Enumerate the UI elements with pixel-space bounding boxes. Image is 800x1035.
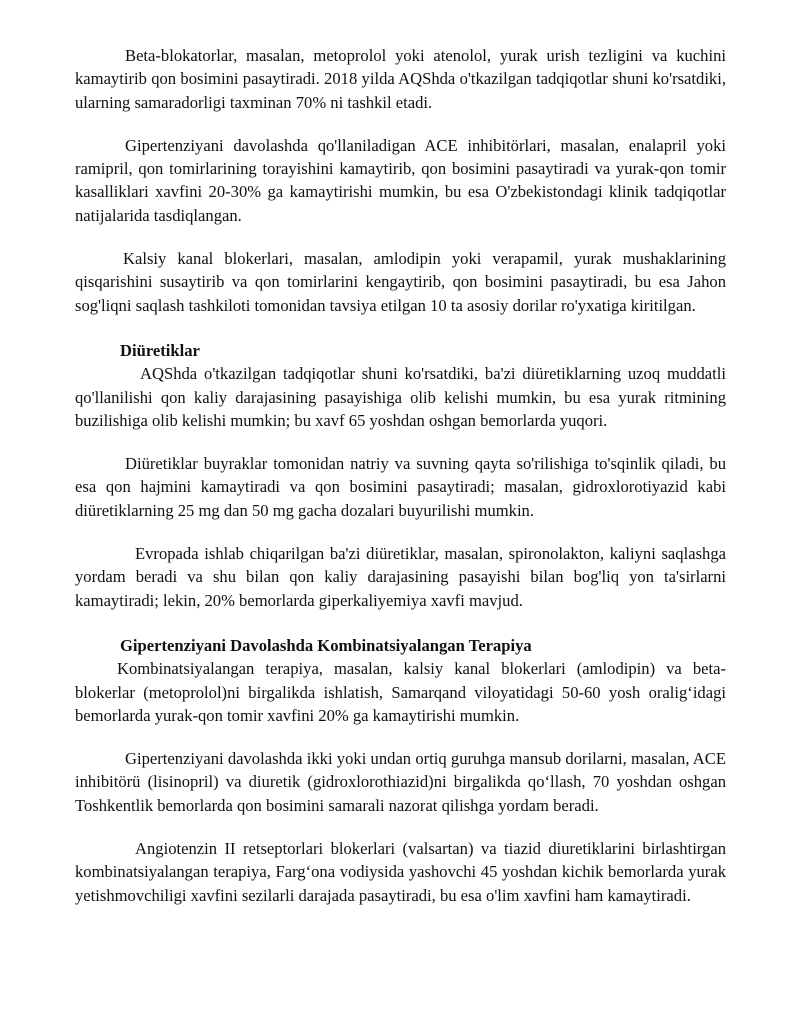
paragraph-combination-fergana: Angiotenzin II retseptorlari blokerlari (valsartan) va tiazid diuretiklarini birlashtirgan kombinatsiyalangan terapiya, Farg‘ona vodiysida yashovchi 45 yoshdan kichik bemorlarda yurak yetishmovchiligi xavfini sezilarli darajada pasaytiradi, bu esa o'lim xavfini ham kamaytiradi. [75, 839, 726, 905]
heading-diuretics: Diüretiklar [120, 340, 200, 360]
paragraph-diuretics-europe: Evropada ishlab chiqarilgan ba'zi diüretiklar, masalan, spironolakton, kaliyni saqlashga yordam beradi va shu bilan qon kaliy darajasining pasayishi bilan bog'liq yon ta'sirlarni kamaytiradi; lekin, 20% bemorlarda giperkaliyemiya xavfi mavjud. [75, 544, 726, 610]
paragraph-combination-tashkent: Gipertenziyani davolashda ikki yoki undan ortiq guruhga mansub dorilarni, masalan, ACE inhibitörü (lisinopril) va diuretik (gidroxlorothiazid)ni birgalikda qo‘llash, 70 yoshdan oshgan Toshkentlik bemorlarda qon bosimini samarali nazorat qilishga yordam beradi. [75, 749, 726, 815]
heading-combination-therapy: Gipertenziyani Davolashda Kombinatsiyalangan Terapiya [120, 635, 532, 655]
paragraph-diuretics-study: AQShda o'tkazilgan tadqiqotlar shuni ko'rsatdiki, ba'zi diüretiklarning uzoq muddatli qo'llanilishi qon kaliy darajasining pasayishiga olib kelishi mumkin, bu esa yurak ritmining buzilishiga olib kelishi mumkin; bu xavf 65 yoshdan oshgan bemorlarda yuqori. [75, 364, 726, 430]
paragraph-calcium-channel-blockers: Kalsiy kanal blokerlari, masalan, amlodipin yoki verapamil, yurak mushaklarining qisqarishini susaytirib va qon tomirlarini kengaytirib, qon bosimini pasaytiradi, bu esa Jahon sog'liqni saqlash tashkiloti tomonidan tavsiya etilgan 10 ta asosiy dorilar ro'yxatiga kiritilgan. [75, 249, 726, 315]
paragraph-combination-samarkand: Kombinatsiyalangan terapiya, masalan, kalsiy kanal blokerlari (amlodipin) va beta-blokerlar (metoprolol)ni birgalikda ishlatish, Samarqand viloyatidagi 50-60 yosh oralig‘idagi bemorlarda yurak-qon tomir xavfini 20% ga kamaytirishi mumkin. [75, 659, 726, 725]
paragraph-beta-blockers: Beta-blokatorlar, masalan, metoprolol yoki atenolol, yurak urish tezligini va kuchini kamaytirib qon bosimini pasaytiradi. 2018 yilda AQShda o'tkazilgan tadqiqotlar shuni ko'rsatdiki, ularning samaradorligi taxminan 70% ni tashkil etadi. [75, 46, 726, 112]
paragraph-diuretics-mechanism: Diüretiklar buyraklar tomonidan natriy va suvning qayta so'rilishiga to'sqinlik qiladi, bu esa qon hajmini kamaytiradi va qon bosimini pasaytiradi; masalan, gidroxlorotiyazid kabi diüretiklarning 25 mg dan 50 mg gacha dozalari buyurilishi mumkin. [75, 454, 726, 520]
paragraph-ace-inhibitors: Gipertenziyani davolashda qo'llaniladigan ACE inhibitörlari, masalan, enalapril yoki ramipril, qon tomirlarining torayishini kamaytirib, qon bosimini pasaytiradi va yurak-qon tomir kasalliklari xavfini 20-30% ga kamaytirishi mumkin, bu esa O'zbekistondagi klinik tadqiqotlar natijalarida tasdiqlangan. [75, 135, 726, 225]
